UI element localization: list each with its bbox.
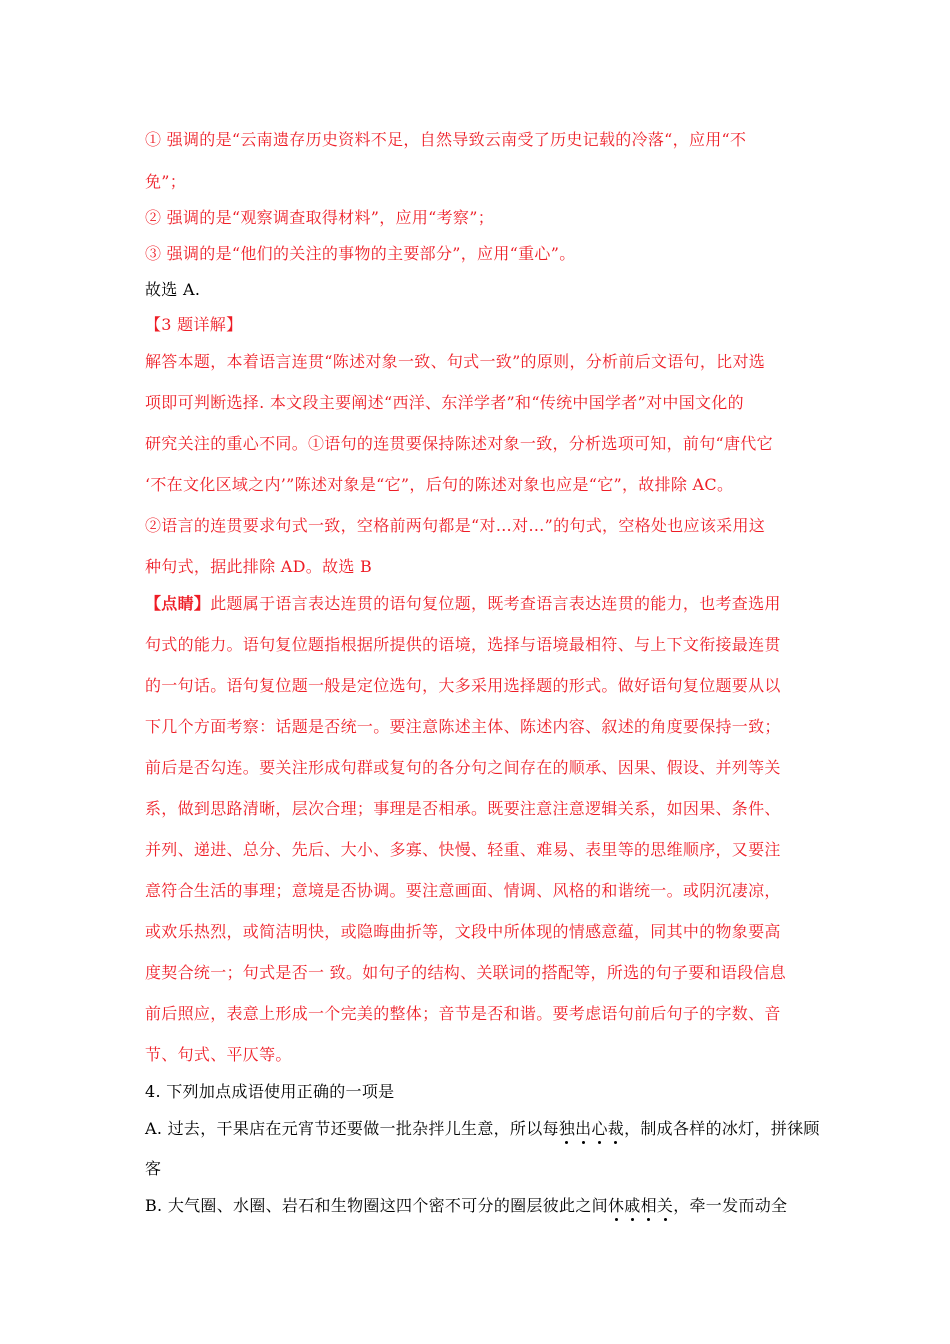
option-b-text-pre: B. 大气圈、水圈、岩石和生物圈这四个密不可分的圈层彼此之间 [145,1196,608,1215]
option-a-text-post: ，制成各样的冰灯，拼徕顾 [624,1119,820,1138]
idiom-char: 关 [657,1193,673,1216]
explanation-line-3: ② 强调的是“观察调查取得材料”，应用“考察”； [145,208,495,227]
idiom-char: 休 [608,1193,624,1216]
tip-line-5: 前后是否勾连。要关注形成句群或复句的各分句之间存在的顺承、因果、假设、并列等关 [145,758,781,777]
tip-line-10: 度契合统一；句式是否一 致。如句子的结构、关联词的搭配等，所选的句子要和语段信息 [145,963,787,982]
tip-line-4: 下几个方面考察：话题是否统一。要注意陈述主体、陈述内容、叙述的角度要保持一致； [145,717,781,736]
q3-explanation-line-2: 项即可判断选择. 本文段主要阐述“西洋、东洋学者”和“传统中国学者”对中国文化的 [145,393,744,412]
explanation-line-4: ③ 强调的是“他们的关注的事物的主要部分”，应用“重心”。 [145,244,576,263]
explanation-line-2: 免”； [145,172,187,191]
idiom-char: 出 [575,1116,591,1139]
idiom-char: 相 [641,1193,657,1216]
q3-explanation-line-5: ②语言的连贯要求句式一致，空格前两句都是“对…对…”的句式，空格处也应该采用这 [145,516,766,535]
option-a-text-pre: A. 过去，干果店在元宵节还要做一批杂拌儿生意，所以每 [145,1119,559,1138]
option-b-text-post: ，牵一发而动全 [673,1196,788,1215]
tip-line-9: 或欢乐热烈，或简洁明快，或隐晦曲折等，文段中所体现的情感意蕴，同其中的物象要高 [145,922,781,941]
option-b-line-1 [145,1193,787,1216]
tip-line-2: 句式的能力。语句复位题指根据所提供的语境，选择与语境最相符、与上下文衔接最连贯 [145,635,781,654]
q3-explanation-line-4: ‘不在文化区域之内’”陈述对象是“它”，后句的陈述对象也应是“它”，故排除 AC。 [145,475,734,494]
idiom-char: 裁 [608,1116,624,1139]
section-heading-q3: 【3 题详解】 [145,315,243,334]
tip-line-8: 意符合生活的事理；意境是否协调。要注意画面、情调、风格的和谐统一。或阴沉凄凉， [145,881,781,900]
q3-explanation-line-3: 研究关注的重心不同。①语句的连贯要保持陈述对象一致，分析选项可知，前句“唐代它 [145,434,773,453]
option-a-line-2: 客 [145,1159,162,1178]
tip-line-12: 节、句式、平仄等。 [145,1045,292,1064]
tip-line-7: 并列、递进、总分、先后、大小、多寡、快慢、轻重、难易、表里等的思维顺序，又要注 [145,840,781,859]
tip-line-1 [145,591,781,614]
question-4-stem: 4. 下列加点成语使用正确的一项是 [145,1082,395,1101]
idiom-char: 戚 [624,1193,640,1216]
tip-line-3: 的一句话。语句复位题一般是定位选句，大多采用选择题的形式。做好语句复位题要从以 [145,676,781,695]
q3-explanation-line-6: 种句式，据此排除 AD。故选 B [145,557,373,576]
option-b-idiom [608,1196,673,1215]
idiom-char: 心 [591,1116,607,1139]
explanation-line-1: ① 强调的是“云南遗存历史资料不足，自然导致云南受了历史记载的冷落“，应用“不 [145,130,747,149]
answer-line: 故选 A. [145,280,201,299]
option-a-idiom [559,1119,624,1138]
tip-text: 此题属于语言表达连贯的语句复位题，既考查语言表达连贯的能力，也考查选用 [210,594,781,613]
tip-line-11: 前后照应，表意上形成一个完美的整体；音节是否和谐。要考虑语句前后句子的字数、音 [145,1004,781,1023]
tip-heading: 【点睛】 [145,594,211,613]
idiom-char: 独 [559,1116,575,1139]
option-a-line-1 [145,1116,820,1139]
tip-line-6: 系，做到思路清晰，层次合理；事理是否相承。既要注意注意逻辑关系，如因果、条件、 [145,799,781,818]
q3-explanation-line-1: 解答本题，本着语言连贯“陈述对象一致、句式一致”的原则，分析前后文语句，比对选 [145,352,766,371]
